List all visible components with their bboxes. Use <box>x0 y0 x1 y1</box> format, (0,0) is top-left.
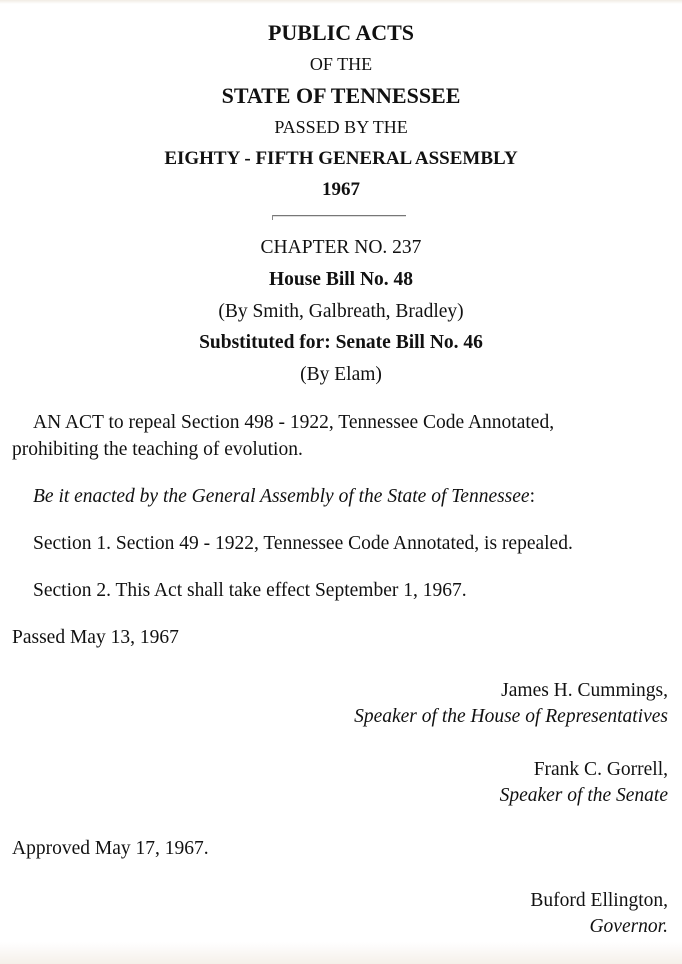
enacting-clause-colon: : <box>529 486 536 507</box>
substituted-senate-bill: Substituted for: Senate Bill No. 46 <box>199 332 483 353</box>
assembly-heading: EIGHTY - FIFTH GENERAL ASSEMBLY <box>164 148 518 169</box>
approved-date: Approved May 17, 1967. <box>12 838 209 859</box>
speaker-senate-title: Speaker of the Senate <box>499 785 668 806</box>
senate-sponsor: (By Elam) <box>300 364 382 385</box>
act-title-line-1: AN ACT to repeal Section 498 - 1922, Tennessee Code Annotated, <box>33 412 555 433</box>
document-title: PUBLIC ACTS <box>267 20 415 45</box>
enacting-clause-text: Be it enacted by the General Assembly of the State of Tennessee <box>33 486 530 507</box>
passed-by-line: PASSED BY THE <box>274 117 408 137</box>
speaker-senate-name: Frank C. Gorrell, <box>533 759 668 780</box>
state-heading: STATE OF TENNESSEE <box>221 83 461 108</box>
passed-date: Passed May 13, 1967 <box>12 627 179 648</box>
section-2: Section 2. This Act shall take effect September 1, 1967. <box>33 580 467 601</box>
section-divider-tick <box>272 215 273 220</box>
house-sponsors: (By Smith, Galbreath, Bradley) <box>218 301 464 322</box>
governor-name: Buford Ellington, <box>530 890 668 911</box>
house-bill-number: House Bill No. 48 <box>268 269 414 290</box>
section-divider <box>272 215 406 216</box>
of-the-line: OF THE <box>309 54 373 74</box>
section-1: Section 1. Section 49 - 1922, Tennessee Code Annotated, is repealed. <box>33 533 573 554</box>
governor-title: Governor. <box>589 916 668 937</box>
speaker-house-title: Speaker of the House of Representatives <box>354 706 668 727</box>
enacting-clause <box>33 487 535 507</box>
session-year: 1967 <box>322 179 360 200</box>
act-title-line-2: prohibiting the teaching of evolution. <box>12 439 303 460</box>
speaker-house-name: James H. Cummings, <box>501 680 668 701</box>
chapter-number: CHAPTER NO. 237 <box>260 237 422 258</box>
